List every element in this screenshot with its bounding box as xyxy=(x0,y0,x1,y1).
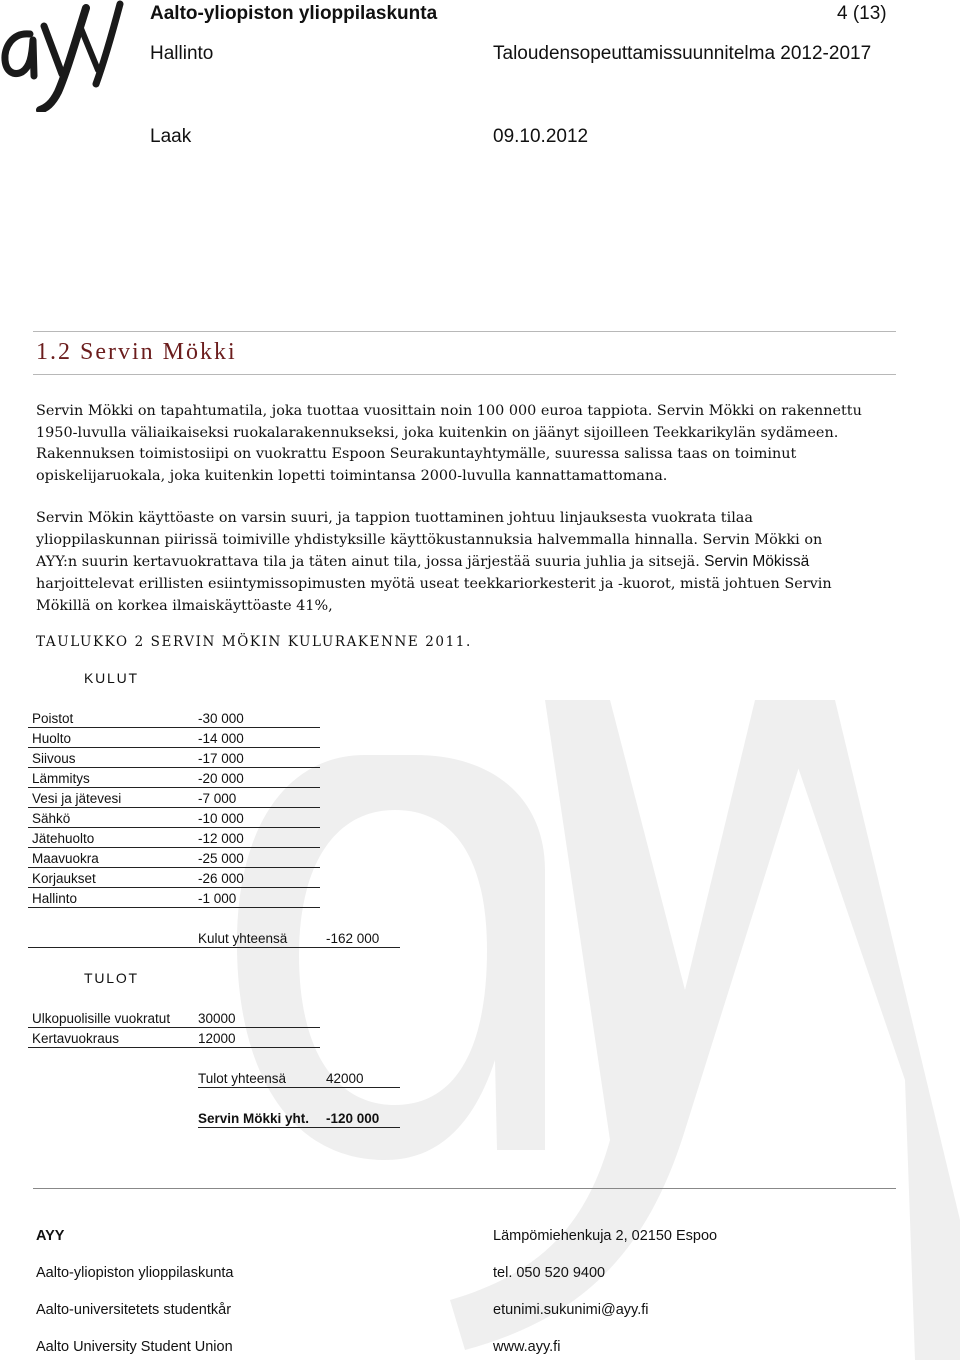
footer-name-sv: Aalto-universitetets studentkår xyxy=(36,1302,232,1318)
cost-label: Poistot xyxy=(32,711,74,726)
footer-name-fi: Aalto-yliopiston ylioppilaskunta xyxy=(36,1265,234,1281)
income-total-label: Tulot yhteensä xyxy=(198,1071,287,1086)
cost-value: -17 000 xyxy=(198,751,244,766)
income-label: Kertavuokraus xyxy=(32,1031,120,1046)
cost-row xyxy=(28,808,320,828)
paragraph-line: Rakennuksen toimistosiipi on vuokrattu Espoon Seurakuntayhtymälle, suuressa salissa taas on toiminut xyxy=(36,446,797,463)
cost-value: -25 000 xyxy=(198,851,244,866)
header-date: 09.10.2012 xyxy=(493,126,589,147)
footer-address: Lämpömiehenkuja 2, 02150 Espoo xyxy=(493,1228,718,1244)
footer-email: etunimi.sukunimi@ayy.fi xyxy=(493,1302,649,1318)
cost-value: -7 000 xyxy=(198,791,237,806)
cost-value: -30 000 xyxy=(198,711,244,726)
paragraph-intro xyxy=(36,401,862,488)
costs-total-label: Kulut yhteensä xyxy=(198,931,288,946)
cost-row xyxy=(28,888,320,908)
cost-label: Vesi ja jätevesi xyxy=(32,791,122,806)
income-value: 30000 xyxy=(198,1011,236,1026)
paragraph-line: harjoittelevat erillisten esiintymissopimusten myötä useat teekkariorkesterit ja -kuorot, mistä johtuen Servin xyxy=(36,576,832,593)
page-number: 4 (13) xyxy=(837,3,887,24)
header-department: Hallinto xyxy=(150,43,214,64)
cost-label: Siivous xyxy=(32,751,76,766)
cost-row xyxy=(28,788,320,808)
cost-label: Huolto xyxy=(32,731,72,746)
cost-label: Lämmitys xyxy=(32,771,90,786)
cost-row xyxy=(28,708,320,728)
cost-value: -1 000 xyxy=(198,891,237,906)
table-caption: TAULUKKO 2 SERVIN MÖKIN KULURAKENNE 2011. xyxy=(36,634,472,650)
cost-label: Korjaukset xyxy=(32,871,96,886)
header-document-title: Taloudensopeuttamissuunnitelma 2012-2017 xyxy=(493,43,872,64)
section-heading: 1.2 Servin Mökki xyxy=(36,339,237,365)
footer-rule xyxy=(33,1188,896,1189)
heading-bottom-rule xyxy=(33,374,896,375)
cost-row xyxy=(28,728,320,748)
cost-value: -12 000 xyxy=(198,831,244,846)
paragraph-line: Servin Mökin käyttöaste on varsin suuri, ja tappion tuottaminen johtuu linjauksesta vuokrata tilaa xyxy=(36,510,753,526)
ayy-logo xyxy=(0,0,125,112)
costs-total-value: -162 000 xyxy=(326,931,380,946)
paragraph-line: Mökillä on korkea ilmaiskäyttöaste 41%, xyxy=(36,597,333,614)
income-value: 12000 xyxy=(198,1031,236,1046)
paragraph-line: opiskelijaruokala, joka kuitenkin lopetti toimintansa 2000-luvulla kannattamattomana. xyxy=(36,468,668,485)
cost-label: Hallinto xyxy=(32,891,78,906)
income-row xyxy=(28,1008,320,1028)
cost-label: Maavuokra xyxy=(32,851,99,866)
income-total-row xyxy=(198,1068,400,1088)
income-row xyxy=(28,1028,320,1048)
income-heading: TULOT xyxy=(84,970,139,986)
net-total-label: Servin Mökki yht. xyxy=(198,1111,310,1126)
cost-row xyxy=(28,828,320,848)
header-organization: Aalto-yliopiston ylioppilaskunta xyxy=(150,3,438,24)
header-author: Laak xyxy=(150,126,192,147)
cost-row xyxy=(28,848,320,868)
paragraph-line: 1950-luvulla väliaikaiseksi ruokalarakennukseksi, joka kuitenkin on jäänyt sijoilleen Teekkarikylän sydämeen. xyxy=(36,424,839,441)
cost-value: -20 000 xyxy=(198,771,244,786)
net-total-row xyxy=(198,1108,400,1128)
paragraph-usage xyxy=(36,508,832,618)
cost-value: -14 000 xyxy=(198,731,244,746)
income-label: Ulkopuolisille vuokratut xyxy=(32,1011,171,1026)
ayy-watermark-logo xyxy=(215,660,960,1360)
cost-label: Sähkö xyxy=(32,811,71,826)
paragraph-line xyxy=(36,551,832,574)
cost-row xyxy=(28,868,320,888)
footer-phone: tel. 050 520 9400 xyxy=(493,1265,606,1281)
paragraph-line: Servin Mökki on tapahtumatila, joka tuottaa vuosittain noin 100 000 euroa tappiota. Servin Mökki on rakennettu xyxy=(36,403,862,419)
paragraph-line-part: Servin Mökissä xyxy=(699,553,810,571)
costs-heading: KULUT xyxy=(84,670,139,686)
cost-label: Jätehuolto xyxy=(32,831,95,846)
footer-org-abbrev: AYY xyxy=(36,1228,65,1244)
heading-top-rule xyxy=(33,331,896,332)
cost-row xyxy=(28,748,320,768)
footer-website: www.ayy.fi xyxy=(493,1339,561,1355)
cost-row xyxy=(28,768,320,788)
paragraph-line-part: AYY:n suurin kertavuokrattava tila ja täten ainut tila, jossa järjestää suuria juhlia ja sitsejä. xyxy=(36,554,700,571)
paragraph-line: ylioppilaskunnan piirissä toimiville yhdistyksille käyttökustannuksia halvemmalla hinnalla. Servin Mökki on xyxy=(36,531,823,548)
footer-name-en: Aalto University Student Union xyxy=(36,1339,233,1355)
cost-value: -10 000 xyxy=(198,811,244,826)
costs-total-row xyxy=(28,928,400,948)
net-total-value: -120 000 xyxy=(326,1111,380,1126)
cost-value: -26 000 xyxy=(198,871,244,886)
income-total-value: 42000 xyxy=(326,1071,364,1086)
